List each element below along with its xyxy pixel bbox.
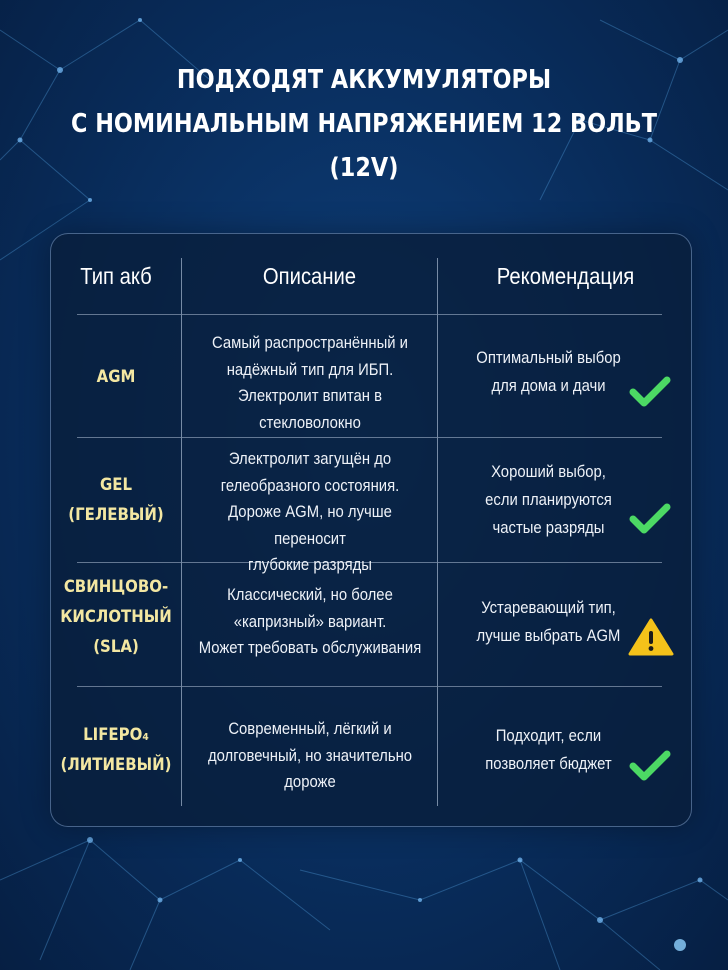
title-line-2: С НОМИНАЛЬНЫМ НАПРЯЖЕНИЕМ 12 ВОЛЬТ (12V): [71, 109, 657, 183]
row-divider: [77, 437, 181, 438]
row-lifepo4-type: LIFEPO₄ (ЛИТИЕВЫЙ): [60, 725, 172, 775]
row-lifepo4-recommendation: Подходит, если позволяет бюджет: [485, 727, 612, 773]
check-icon: [628, 501, 672, 537]
row-divider: [182, 686, 437, 687]
column-divider: [181, 258, 182, 806]
row-divider: [77, 314, 181, 315]
row-divider: [438, 314, 662, 315]
row-agm-recommendation: Оптимальный выбор для дома и дачи: [476, 349, 621, 395]
page-title: [51, 58, 677, 190]
row-sla-type: СВИНЦОВО- КИСЛОТНЫЙ (SLA): [60, 577, 172, 657]
title-line-1: ПОДХОДЯТ АККУМУЛЯТОРЫ: [176, 65, 552, 95]
row-divider: [182, 314, 437, 315]
header-type: Тип акб: [80, 263, 152, 289]
row-divider: [182, 437, 437, 438]
row-sla-description: Классический, но более «капризный» вариант. Может требовать обслуживания: [198, 586, 422, 657]
row-gel-description: Электролит загущён до гелеобразного состояния. Дороже AGM, но лучше переносит глубокие разряды: [220, 450, 400, 574]
warning-icon: [628, 617, 674, 657]
row-divider: [438, 686, 662, 687]
row-gel-type: GEL (ГЕЛЕВЫЙ): [68, 475, 164, 525]
header-recommendation: Рекомендация: [496, 263, 635, 289]
check-icon: [628, 374, 672, 410]
row-divider: [77, 562, 181, 563]
row-gel-recommendation: Хороший выбор, если планируются частые разряды: [485, 463, 612, 537]
row-sla-recommendation: Устаревающий тип, лучше выбрать AGM: [476, 599, 621, 645]
header-description: Описание: [262, 263, 357, 289]
column-divider: [437, 258, 438, 806]
row-lifepo4-description: Современный, лёгкий и долговечный, но значительно дороже: [207, 720, 413, 791]
check-icon: [628, 748, 672, 784]
row-divider: [438, 437, 662, 438]
row-divider: [438, 562, 662, 563]
row-agm-description: Самый распространённый и надёжный тип для ИБП. Электролит впитан в стекловолокно: [212, 334, 408, 432]
row-agm-type: AGM: [96, 367, 136, 387]
battery-table: [50, 233, 692, 827]
row-divider: [77, 686, 181, 687]
